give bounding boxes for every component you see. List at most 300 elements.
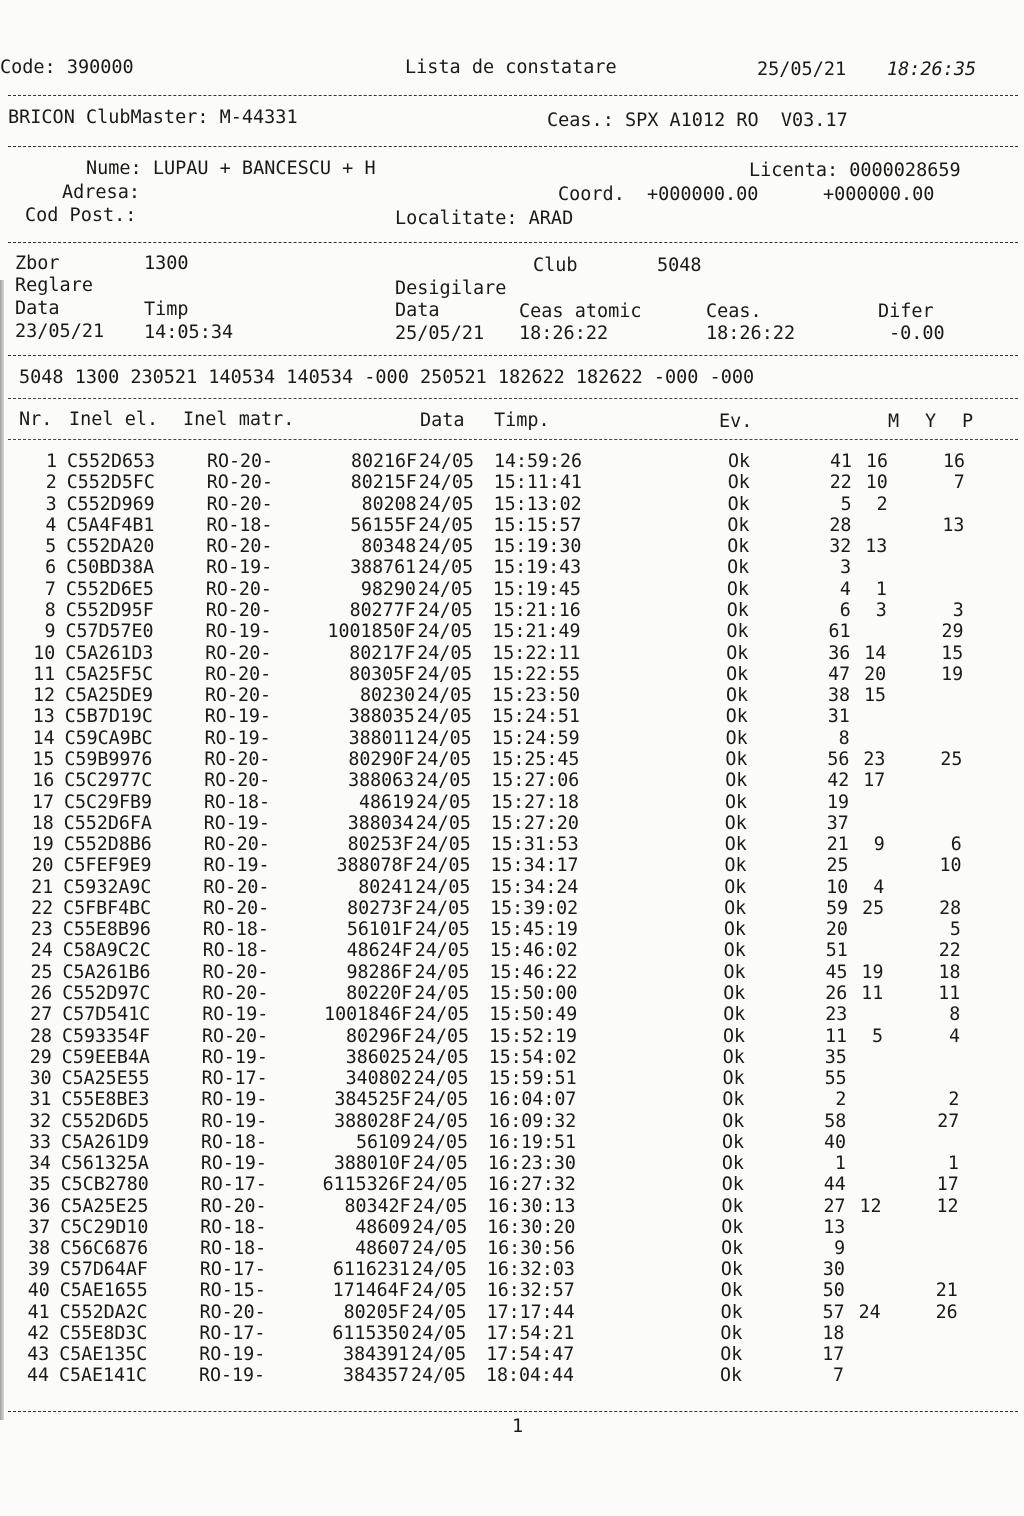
row-inel-matr: RO-20- bbox=[206, 536, 273, 558]
row-time: 15:31:53 bbox=[490, 834, 579, 855]
row-time: 15:54:02 bbox=[488, 1046, 577, 1068]
row-inel-matr: RO-20- bbox=[205, 578, 272, 600]
row-inel-matr: RO-18- bbox=[200, 1237, 267, 1259]
row-inel-el: C5AE1655 bbox=[59, 1280, 148, 1302]
row-inel-matr: RO-20- bbox=[205, 642, 272, 664]
row-nr: 17 bbox=[31, 791, 54, 813]
row-nr: 30 bbox=[29, 1068, 52, 1090]
row-ring-id: 6116231 bbox=[332, 1259, 410, 1281]
row-m: 25 bbox=[826, 855, 849, 877]
atomic-clock-time: 18:26:22 bbox=[519, 323, 609, 344]
row-event: Ok bbox=[726, 578, 749, 600]
col-inel-el: Inel el. bbox=[69, 409, 159, 430]
row-time: 16:30:56 bbox=[487, 1237, 576, 1259]
page-title: Lista de constatare bbox=[405, 57, 617, 78]
row-ring-id: 388035 bbox=[348, 706, 415, 728]
row-nr: 25 bbox=[30, 961, 53, 983]
row-m: 3 bbox=[840, 557, 852, 579]
row-m: 20 bbox=[825, 919, 848, 941]
row-event: Ok bbox=[722, 1046, 745, 1068]
row-date: 24/05 bbox=[417, 621, 473, 643]
row-event: Ok bbox=[721, 1237, 744, 1259]
row-event: Ok bbox=[726, 621, 749, 643]
row-m: 23 bbox=[825, 1004, 848, 1026]
row-nr: 39 bbox=[27, 1259, 50, 1281]
row-m: 35 bbox=[824, 1046, 847, 1068]
row-m: 50 bbox=[822, 1280, 845, 1302]
row-inel-matr: RO-19- bbox=[202, 1004, 269, 1026]
row-p: 21 bbox=[935, 1280, 958, 1302]
row-inel-el: C5C29FB9 bbox=[64, 791, 153, 813]
row-time: 15:46:02 bbox=[489, 940, 578, 962]
row-inel-matr: RO-20- bbox=[205, 663, 272, 685]
row-ring-id: 80215F bbox=[350, 472, 417, 494]
row-inel-matr: RO-20- bbox=[205, 600, 272, 621]
row-ring-id: 386025 bbox=[345, 1046, 412, 1068]
row-m: 40 bbox=[823, 1131, 846, 1153]
row-time: 15:27:20 bbox=[490, 812, 579, 834]
row-y: 10 bbox=[865, 472, 888, 494]
row-event: Ok bbox=[720, 1259, 743, 1281]
row-date: 24/05 bbox=[414, 919, 470, 941]
row-y: 20 bbox=[864, 663, 887, 685]
row-time: 16:09:32 bbox=[488, 1110, 577, 1132]
row-m: 55 bbox=[824, 1068, 847, 1090]
row-ring-id: 384357 bbox=[342, 1365, 409, 1387]
difference-label: Difer bbox=[878, 301, 934, 322]
row-ring-id: 340802 bbox=[345, 1068, 412, 1090]
row-p: 22 bbox=[938, 940, 961, 962]
summary-line: 5048 1300 230521 140534 140534 -000 250521 182622 182622 -000 -000 bbox=[19, 367, 755, 388]
row-nr: 15 bbox=[32, 748, 55, 770]
row-inel-el: C5C29D10 bbox=[60, 1216, 149, 1238]
row-date: 24/05 bbox=[411, 1365, 467, 1387]
row-ring-id: 388034 bbox=[347, 812, 414, 834]
row-event: Ok bbox=[722, 1110, 745, 1132]
row-event: Ok bbox=[727, 472, 750, 494]
row-inel-el: C5FEF9E9 bbox=[63, 855, 152, 877]
row-time: 16:30:20 bbox=[487, 1216, 576, 1238]
row-date: 24/05 bbox=[415, 834, 471, 855]
row-time: 15:59:51 bbox=[488, 1068, 577, 1090]
row-event: Ok bbox=[723, 1025, 746, 1047]
row-p: 27 bbox=[937, 1110, 960, 1132]
row-m: 5 bbox=[840, 493, 852, 515]
row-ring-id: 384391 bbox=[343, 1344, 410, 1365]
row-event: Ok bbox=[727, 557, 750, 579]
row-m: 2 bbox=[835, 1089, 847, 1111]
row-inel-matr: RO-20- bbox=[199, 1301, 266, 1323]
row-date: 24/05 bbox=[412, 1174, 468, 1196]
row-m: 56 bbox=[827, 748, 850, 770]
row-inel-matr: RO-19- bbox=[206, 557, 273, 579]
row-nr: 44 bbox=[26, 1365, 49, 1387]
row-time: 15:34:24 bbox=[490, 876, 579, 898]
row-inel-matr: RO-20- bbox=[204, 748, 271, 770]
row-date: 24/05 bbox=[416, 791, 472, 813]
row-event: Ok bbox=[722, 1131, 745, 1153]
row-m: 18 bbox=[822, 1322, 845, 1344]
row-inel-matr: RO-19- bbox=[201, 1089, 268, 1111]
row-y: 17 bbox=[863, 770, 886, 792]
row-inel-el: C5A4F4B1 bbox=[66, 514, 155, 536]
row-nr: 8 bbox=[44, 600, 56, 621]
row-inel-el: C57D57E0 bbox=[65, 621, 154, 643]
row-ring-id: 6115350 bbox=[332, 1322, 410, 1344]
row-inel-matr: RO-19- bbox=[203, 812, 270, 834]
row-m: 47 bbox=[828, 663, 851, 685]
row-inel-matr: RO-19- bbox=[201, 1046, 268, 1068]
row-ring-id: 80296F bbox=[345, 1025, 412, 1047]
row-inel-el: C55E8D3C bbox=[59, 1322, 148, 1344]
row-inel-matr: RO-17- bbox=[199, 1322, 266, 1344]
row-inel-el: C50BD38A bbox=[66, 557, 155, 579]
col-data: Data bbox=[420, 410, 465, 431]
row-time: 15:39:02 bbox=[490, 897, 579, 919]
row-y: 25 bbox=[862, 897, 885, 919]
coord-label: Coord. bbox=[558, 184, 625, 205]
row-nr: 28 bbox=[29, 1025, 52, 1047]
row-nr: 27 bbox=[30, 1004, 53, 1026]
row-p: 28 bbox=[939, 897, 962, 919]
row-event: Ok bbox=[720, 1322, 743, 1344]
row-inel-matr: RO-17- bbox=[201, 1068, 268, 1090]
row-date: 24/05 bbox=[418, 514, 474, 536]
row-time: 15:24:51 bbox=[491, 706, 580, 728]
row-inel-el: C5AE141C bbox=[59, 1365, 148, 1387]
row-nr: 37 bbox=[28, 1216, 51, 1238]
row-date: 24/05 bbox=[415, 897, 471, 919]
row-event: Ok bbox=[725, 770, 748, 792]
row-event: Ok bbox=[727, 514, 750, 536]
row-inel-el: C58A9C2C bbox=[62, 940, 151, 962]
club-label: Club bbox=[533, 255, 578, 276]
row-nr: 13 bbox=[32, 706, 55, 728]
clock-info: Ceas.: SPX A1012 RO V03.17 bbox=[547, 110, 848, 131]
row-event: Ok bbox=[727, 493, 750, 515]
row-event: Ok bbox=[723, 983, 746, 1004]
row-nr: 19 bbox=[31, 834, 54, 855]
row-m: 11 bbox=[824, 1025, 847, 1047]
row-ring-id: 80216F bbox=[350, 451, 417, 472]
owner-name: Nume: LUPAU + BANCESCU + H bbox=[86, 158, 376, 179]
row-inel-matr: RO-20- bbox=[207, 451, 274, 472]
row-date: 24/05 bbox=[413, 1131, 469, 1153]
row-time: 15:13:02 bbox=[493, 493, 582, 515]
row-ring-id: 80348 bbox=[361, 536, 417, 558]
row-event: Ok bbox=[724, 876, 747, 898]
row-m: 27 bbox=[823, 1195, 846, 1217]
row-event: Ok bbox=[725, 791, 748, 813]
scan-shadow-edge bbox=[0, 280, 4, 1420]
row-date: 24/05 bbox=[418, 557, 474, 579]
row-nr: 33 bbox=[28, 1131, 51, 1153]
row-event: Ok bbox=[720, 1344, 743, 1365]
row-time: 17:54:21 bbox=[486, 1322, 575, 1344]
row-event: Ok bbox=[726, 685, 749, 707]
row-date: 24/05 bbox=[411, 1280, 467, 1302]
divider bbox=[8, 146, 1018, 147]
row-inel-matr: RO-20- bbox=[203, 897, 270, 919]
row-date: 24/05 bbox=[416, 770, 472, 792]
row-date: 24/05 bbox=[414, 1025, 470, 1047]
row-inel-el: C5C2977C bbox=[64, 770, 153, 792]
row-date: 24/05 bbox=[412, 1153, 468, 1175]
row-inel-matr: RO-20- bbox=[202, 983, 269, 1004]
row-date: 24/05 bbox=[418, 493, 474, 515]
row-inel-el: C5A261D3 bbox=[65, 642, 154, 664]
row-m: 42 bbox=[827, 770, 850, 792]
row-time: 17:54:47 bbox=[486, 1344, 575, 1365]
row-inel-el: C552D653 bbox=[67, 451, 156, 472]
row-inel-el: C552D6FA bbox=[63, 812, 152, 834]
row-ring-id: 80241 bbox=[358, 876, 414, 898]
locality: Localitate: ARAD bbox=[395, 208, 574, 229]
row-ring-id: 56155F bbox=[350, 514, 417, 536]
row-nr: 16 bbox=[32, 770, 55, 792]
row-nr: 7 bbox=[44, 578, 56, 600]
row-p: 8 bbox=[949, 1004, 961, 1026]
divider bbox=[8, 355, 1018, 356]
row-m: 22 bbox=[829, 472, 852, 494]
row-time: 14:59:26 bbox=[494, 451, 583, 472]
row-inel-matr: RO-20- bbox=[200, 1195, 267, 1217]
row-ring-id: 384525F bbox=[334, 1089, 412, 1111]
row-date: 24/05 bbox=[411, 1344, 467, 1365]
row-date: 24/05 bbox=[414, 983, 470, 1004]
row-inel-matr: RO-19- bbox=[200, 1153, 267, 1175]
row-m: 37 bbox=[826, 812, 849, 834]
row-p: 15 bbox=[941, 642, 964, 664]
row-inel-matr: RO-19- bbox=[201, 1110, 268, 1132]
row-inel-el: C5A261B6 bbox=[62, 961, 151, 983]
unsealing-label: Desigilare bbox=[395, 278, 507, 299]
row-date: 24/05 bbox=[413, 1110, 469, 1132]
row-inel-el: C56C6876 bbox=[60, 1237, 149, 1259]
row-inel-el: C5A25DE9 bbox=[65, 685, 154, 707]
col-y: Y bbox=[925, 411, 937, 432]
row-ring-id: 80220F bbox=[346, 983, 413, 1004]
row-date: 24/05 bbox=[412, 1216, 468, 1238]
address-label: Adresa: bbox=[62, 182, 140, 203]
row-ring-id: 1001846F bbox=[324, 1004, 413, 1026]
row-inel-matr: RO-18- bbox=[202, 940, 269, 962]
row-m: 8 bbox=[838, 727, 850, 749]
row-nr: 14 bbox=[32, 727, 55, 749]
row-ring-id: 80290F bbox=[348, 748, 415, 770]
row-event: Ok bbox=[721, 1216, 744, 1238]
row-date: 24/05 bbox=[417, 685, 473, 707]
row-inel-el: C552D95F bbox=[65, 600, 154, 621]
row-date: 24/05 bbox=[414, 961, 470, 983]
row-ring-id: 388078F bbox=[336, 855, 414, 877]
unsealing-date-label: Data bbox=[395, 300, 440, 321]
row-y: 19 bbox=[861, 961, 884, 983]
row-time: 16:04:07 bbox=[488, 1089, 577, 1111]
row-inel-matr: RO-20- bbox=[206, 493, 273, 515]
row-nr: 38 bbox=[28, 1237, 51, 1259]
row-m: 21 bbox=[826, 834, 849, 855]
row-date: 24/05 bbox=[413, 1068, 469, 1090]
row-time: 16:19:51 bbox=[488, 1131, 577, 1153]
row-m: 26 bbox=[825, 983, 848, 1004]
row-date: 24/05 bbox=[419, 451, 475, 472]
row-date: 24/05 bbox=[413, 1046, 469, 1068]
row-ring-id: 48619 bbox=[358, 791, 414, 813]
row-inel-el: C552D8B6 bbox=[63, 834, 152, 855]
row-nr: 42 bbox=[27, 1322, 50, 1344]
row-date: 24/05 bbox=[411, 1322, 467, 1344]
row-date: 24/05 bbox=[417, 578, 473, 600]
row-event: Ok bbox=[727, 536, 750, 558]
row-ring-id: 388011 bbox=[348, 727, 415, 749]
row-inel-matr: RO-19- bbox=[204, 727, 271, 749]
row-m: 61 bbox=[828, 621, 851, 643]
row-event: Ok bbox=[724, 855, 747, 877]
row-y: 12 bbox=[859, 1195, 882, 1217]
row-m: 7 bbox=[832, 1365, 844, 1387]
row-p: 17 bbox=[936, 1174, 959, 1196]
row-p: 1 bbox=[947, 1153, 959, 1175]
row-time: 16:23:30 bbox=[487, 1153, 576, 1175]
row-inel-el: C5B7D19C bbox=[64, 706, 153, 728]
row-nr: 36 bbox=[28, 1195, 51, 1217]
row-m: 13 bbox=[823, 1216, 846, 1238]
setting-time-label: Timp bbox=[144, 299, 189, 320]
row-inel-el: C552D97C bbox=[62, 983, 151, 1004]
row-p: 29 bbox=[941, 621, 964, 643]
row-m: 32 bbox=[829, 536, 852, 558]
row-p: 5 bbox=[949, 919, 961, 941]
row-event: Ok bbox=[722, 1089, 745, 1111]
row-m: 57 bbox=[822, 1301, 845, 1323]
row-m: 4 bbox=[839, 578, 851, 600]
row-time: 15:19:45 bbox=[492, 578, 581, 600]
row-inel-el: C5AE135C bbox=[59, 1344, 148, 1365]
row-time: 15:25:45 bbox=[491, 748, 580, 770]
row-ring-id: 388010F bbox=[333, 1153, 411, 1175]
row-inel-el: C552D6E5 bbox=[65, 578, 154, 600]
row-inel-matr: RO-18- bbox=[206, 514, 273, 536]
row-m: 6 bbox=[839, 600, 851, 621]
club-number: 5048 bbox=[657, 255, 702, 276]
unsealing-date: 25/05/21 bbox=[395, 323, 485, 344]
row-nr: 5 bbox=[45, 536, 57, 558]
row-event: Ok bbox=[723, 1004, 746, 1026]
row-event: Ok bbox=[720, 1301, 743, 1323]
row-event: Ok bbox=[723, 961, 746, 983]
row-ring-id: 171464F bbox=[332, 1280, 410, 1302]
row-inel-el: C57D541C bbox=[62, 1004, 151, 1026]
row-event: Ok bbox=[721, 1195, 744, 1217]
setting-date-label: Data bbox=[15, 298, 60, 319]
row-time: 15:50:49 bbox=[489, 1004, 578, 1026]
row-inel-matr: RO-20- bbox=[203, 834, 270, 855]
row-inel-el: C561325A bbox=[60, 1153, 149, 1175]
row-ring-id: 388063 bbox=[348, 770, 415, 792]
row-date: 24/05 bbox=[411, 1259, 467, 1281]
print-date: 25/05/21 bbox=[757, 59, 847, 80]
row-inel-matr: RO-17- bbox=[199, 1259, 266, 1281]
row-inel-matr: RO-18- bbox=[201, 1131, 268, 1153]
row-m: 17 bbox=[822, 1344, 845, 1365]
row-inel-el: C5A25E25 bbox=[60, 1195, 149, 1217]
coord-lon: +000000.00 bbox=[823, 184, 935, 205]
row-ring-id: 80205F bbox=[343, 1301, 410, 1323]
row-ring-id: 80342F bbox=[344, 1195, 411, 1217]
setting-label: Reglare bbox=[15, 275, 93, 296]
divider bbox=[8, 1411, 1018, 1412]
page-number: 1 bbox=[512, 1416, 524, 1437]
row-time: 15:46:22 bbox=[489, 961, 578, 983]
row-y: 23 bbox=[863, 748, 886, 770]
row-date: 24/05 bbox=[416, 727, 472, 749]
row-time: 15:24:59 bbox=[491, 727, 580, 749]
row-nr: 22 bbox=[31, 897, 54, 919]
flight-label: Zbor bbox=[15, 253, 60, 274]
row-ring-id: 80273F bbox=[347, 897, 414, 919]
row-inel-matr: RO-20- bbox=[203, 876, 270, 898]
row-nr: 18 bbox=[31, 812, 54, 834]
row-inel-matr: RO-20- bbox=[204, 770, 271, 792]
divider bbox=[8, 439, 1018, 440]
row-inel-el: C552D5FC bbox=[66, 472, 155, 494]
row-inel-matr: RO-18- bbox=[200, 1216, 267, 1238]
row-time: 15:45:19 bbox=[489, 919, 578, 941]
row-m: 28 bbox=[829, 514, 852, 536]
row-event: Ok bbox=[721, 1174, 744, 1196]
row-nr: 35 bbox=[28, 1174, 51, 1196]
row-date: 24/05 bbox=[414, 1004, 470, 1026]
row-event: Ok bbox=[728, 451, 751, 472]
row-date: 24/05 bbox=[413, 1089, 469, 1111]
row-time: 16:32:57 bbox=[486, 1280, 575, 1302]
row-date: 24/05 bbox=[417, 663, 473, 685]
row-date: 24/05 bbox=[412, 1237, 468, 1259]
difference-value: -0.00 bbox=[889, 323, 945, 344]
row-nr: 12 bbox=[32, 685, 55, 707]
row-event: Ok bbox=[724, 834, 747, 855]
row-event: Ok bbox=[723, 919, 746, 941]
row-inel-el: C59B9976 bbox=[64, 748, 153, 770]
row-event: Ok bbox=[724, 897, 747, 919]
row-nr: 11 bbox=[33, 663, 56, 685]
clock-label: Ceas. bbox=[706, 301, 762, 322]
row-event: Ok bbox=[726, 600, 749, 621]
row-nr: 40 bbox=[27, 1280, 50, 1302]
clubmaster-label: BRICON ClubMaster: M-44331 bbox=[8, 107, 298, 128]
row-m: 19 bbox=[826, 791, 849, 813]
row-m: 30 bbox=[822, 1259, 845, 1281]
row-inel-el: C5FBF4BC bbox=[63, 897, 152, 919]
row-m: 44 bbox=[823, 1174, 846, 1196]
row-p: 4 bbox=[948, 1025, 960, 1047]
row-y: 4 bbox=[873, 876, 885, 898]
row-y: 15 bbox=[863, 685, 886, 707]
code-label: Code: 390000 bbox=[0, 57, 134, 78]
row-m: 38 bbox=[827, 685, 850, 707]
row-m: 58 bbox=[824, 1110, 847, 1132]
col-p: P bbox=[962, 411, 974, 432]
row-date: 24/05 bbox=[412, 1195, 468, 1217]
row-m: 1 bbox=[834, 1153, 846, 1175]
row-time: 15:21:16 bbox=[492, 600, 581, 621]
row-nr: 1 bbox=[45, 451, 57, 472]
setting-time: 14:05:34 bbox=[144, 322, 234, 343]
row-inel-matr: RO-19- bbox=[205, 621, 272, 643]
row-date: 24/05 bbox=[415, 876, 471, 898]
col-nr: Nr. bbox=[19, 409, 53, 430]
